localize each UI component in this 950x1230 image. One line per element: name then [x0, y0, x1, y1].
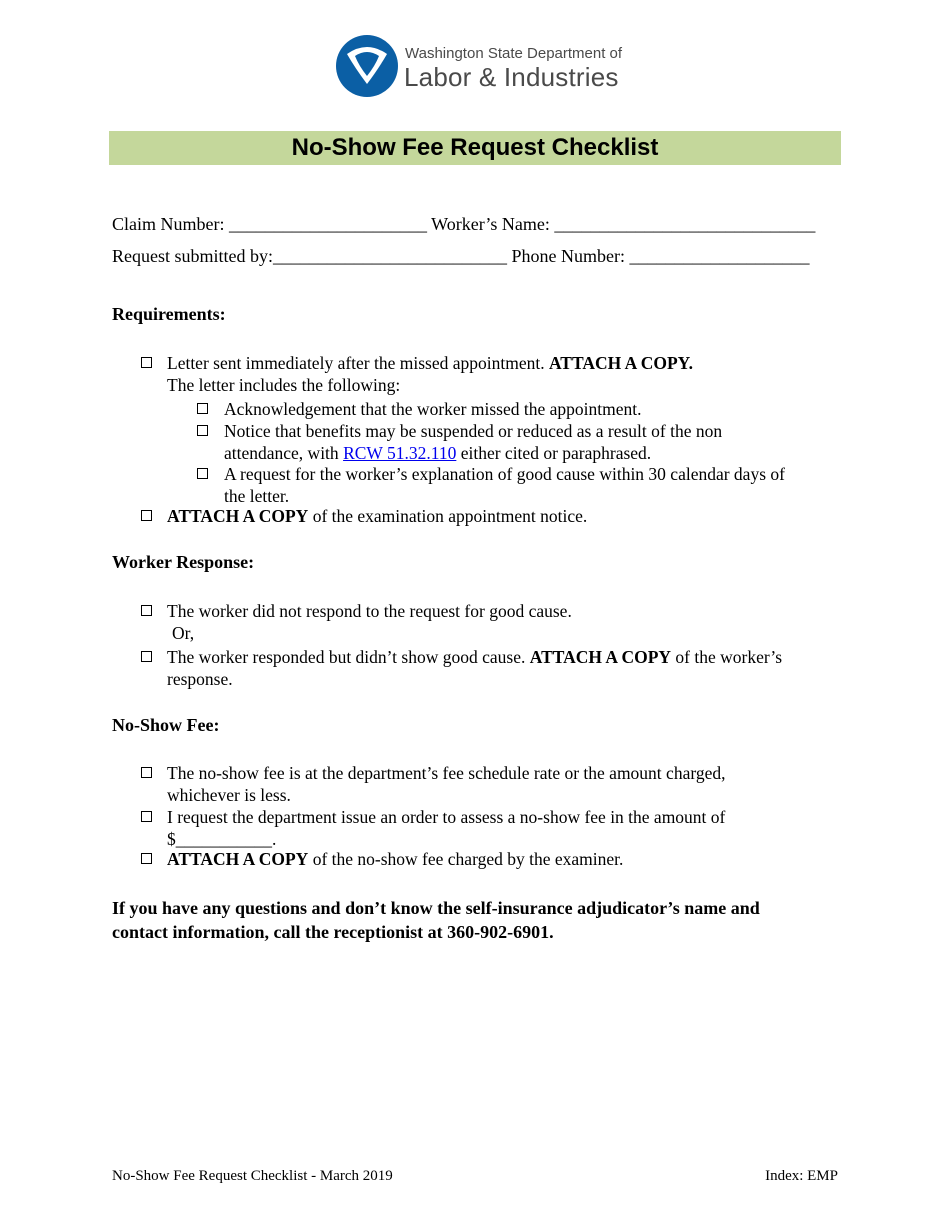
- logo-line-2: Labor & Industries: [404, 62, 619, 92]
- phone-number-field[interactable]: ____________________: [629, 246, 810, 266]
- sub-notice-text: Notice that benefits may be suspended or reduced as a result of the non attendance, with RCW 51.32.110 either cited or paraphrased.: [224, 421, 723, 463]
- claim-worker-line: [112, 214, 815, 235]
- requirement-letter-checkbox[interactable]: [141, 357, 152, 368]
- lni-logo: [335, 34, 625, 98]
- phone-number-label: Phone Number:: [511, 246, 625, 266]
- fee-order-request-text: I request the department issue an order to assess a no-show fee in the amount of $___________.: [167, 807, 726, 849]
- worker-no-good-cause-checkbox[interactable]: [141, 651, 152, 662]
- fee-rate-checkbox[interactable]: [141, 767, 152, 778]
- worker-no-response-text: The worker did not respond to the request for good cause. Or,: [167, 601, 572, 643]
- fee-amount-field[interactable]: $___________.: [167, 828, 277, 849]
- submitted-by-field[interactable]: __________________________: [273, 246, 507, 266]
- fee-charged-checkbox[interactable]: [141, 853, 152, 864]
- worker-response-heading: Worker Response:: [112, 552, 255, 572]
- title-bar: [109, 131, 841, 165]
- submitted-by-label: Request submitted by:: [112, 246, 273, 266]
- claim-number-field[interactable]: ______________________: [228, 214, 427, 234]
- sub-request-checkbox[interactable]: [197, 468, 208, 479]
- or-text: Or,: [172, 622, 195, 643]
- contact-info: If you have any questions and don’t know the self-insurance adjudicator’s name and contact information, call the receptionist at 360-902-6901.: [112, 898, 760, 942]
- worker-no-good-cause-text: The worker responded but didn’t show good cause. ATTACH A COPY of the worker’s response.: [167, 647, 783, 689]
- logo-line-1: Washington State Department of: [405, 45, 623, 62]
- rcw-link[interactable]: RCW 51.32.110: [343, 442, 457, 463]
- requirement-letter-text: Letter sent immediately after the missed appointment. ATTACH A COPY. The letter includes the following:: [167, 353, 694, 395]
- footer-right: Index: EMP: [765, 1168, 838, 1184]
- requirement-appointment-text: ATTACH A COPY of the examination appointment notice.: [167, 506, 588, 526]
- requirements-heading: Requirements:: [112, 304, 226, 324]
- fee-charged-text: ATTACH A COPY of the no-show fee charged by the examiner.: [167, 849, 624, 869]
- sub-acknowledgement-checkbox[interactable]: [197, 403, 208, 414]
- submitted-phone-line: [112, 246, 809, 267]
- sub-request-text: A request for the worker’s explanation of good cause within 30 calendar days of the letter.: [224, 464, 785, 506]
- sub-acknowledgement-text: Acknowledgement that the worker missed the appointment.: [224, 399, 642, 419]
- worker-name-label: Worker’s Name:: [431, 214, 550, 234]
- footer-left: No-Show Fee Request Checklist - March 2019: [112, 1168, 393, 1184]
- page-title: No-Show Fee Request Checklist: [291, 134, 659, 161]
- worker-name-field[interactable]: _____________________________: [554, 214, 816, 234]
- fee-order-request-checkbox[interactable]: [141, 811, 152, 822]
- lni-logo-icon: [335, 34, 401, 98]
- claim-number-label: Claim Number:: [112, 214, 225, 234]
- sub-notice-checkbox[interactable]: [197, 425, 208, 436]
- worker-no-response-checkbox[interactable]: [141, 605, 152, 616]
- fee-rate-text: The no-show fee is at the department’s fee schedule rate or the amount charged, whichever is less.: [167, 763, 726, 805]
- no-show-fee-heading: No-Show Fee:: [112, 715, 220, 735]
- requirement-appointment-checkbox[interactable]: [141, 510, 152, 521]
